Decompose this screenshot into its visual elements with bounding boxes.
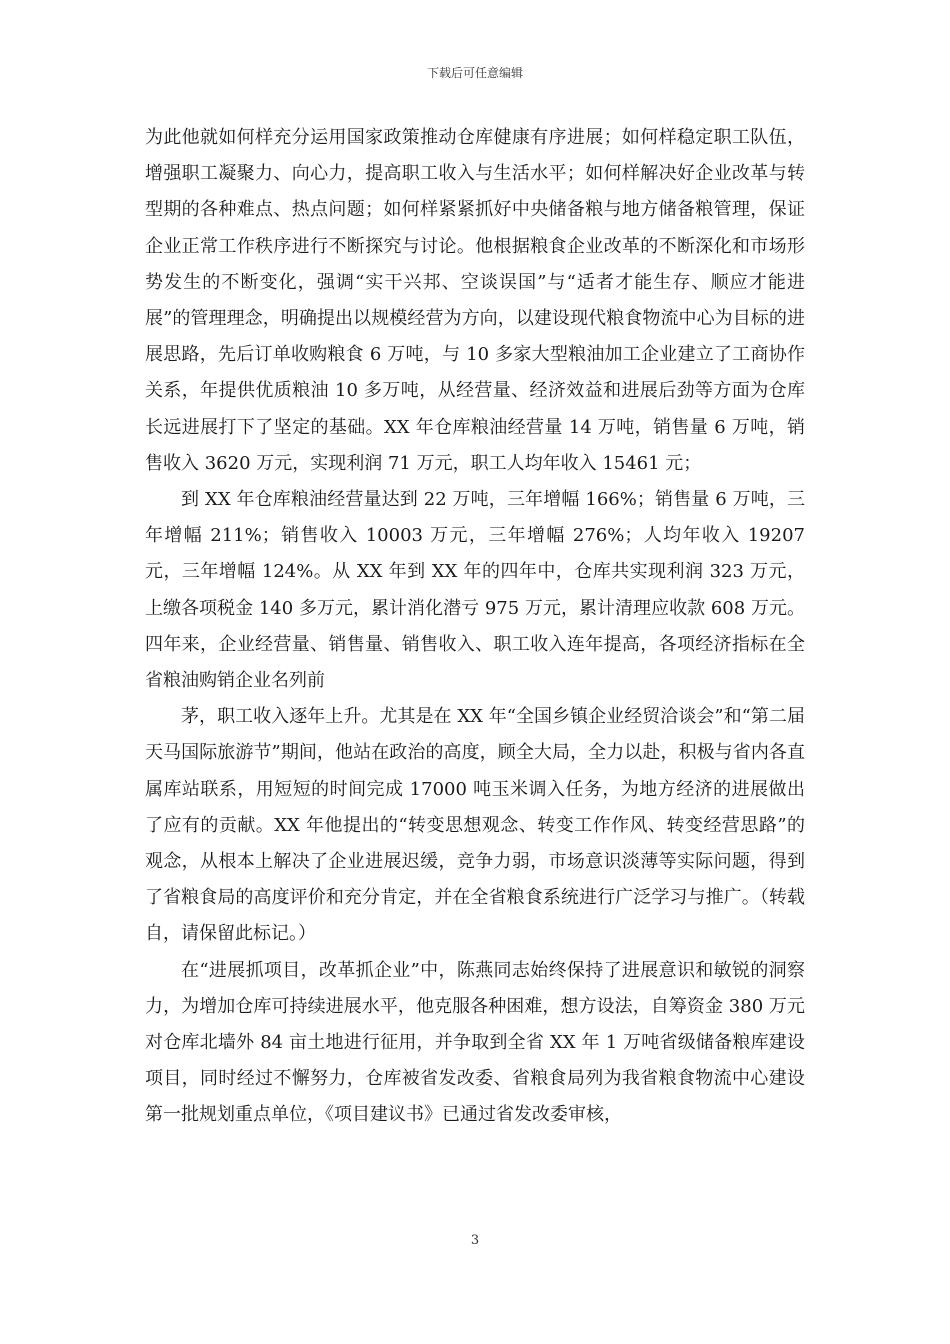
document-body (145, 120, 805, 1134)
page-header: 下载后可任意编辑 (426, 66, 523, 80)
paragraph-4: 在“进展抓项目，改革抓企业”中，陈燕同志始终保持了进展意识和敏锐的洞察力，为增加仓库可持续进展水平，他克服各种困难，想方设法，自筹资金 380 万元对仓库北墙外 84 亩土地进行征用，并争取到全省 XX 年 1 万吨省级储备粮库建设项目，同时经过不懈努力，仓库被省发改委、省粮食局列为我省粮食物流中心建设第一批规划重点单位，《项目建议书》已通过省发改委审核， (145, 959, 805, 1126)
paragraph-2: 到 XX 年仓库粮油经营量达到 22 万吨，三年增幅 166%；销售量 6 万吨，三年增幅 211%；销售收入 10003 万元，三年增幅 276%；人均年收入 19207 元，三年增幅 124%。从 XX 年到 XX 年的四年中，仓库共实现利润 323 万元，上缴各项税金 140 多万元，累计消化潜亏 975 万元，累计清理应收款 608 万元。四年来，企业经营量、销售量、销售收入、职工收入连年提高，各项经济指标在全省粮油购销企业名列前 (145, 489, 805, 692)
paragraph-3: 茅，职工收入逐年上升。尤其是在 XX 年“全国乡镇企业经贸洽谈会”和“第二届天马国际旅游节”期间，他站在政治的高度，顾全大局，全力以赴，积极与省内各直属库站联系，用短短的时间完成 17000 吨玉米调入任务，为地方经济的进展做出了应有的贡献。XX 年他提出的“转变思想观念、转变工作作风、转变经营思路”的观念，从根本上解决了企业进展迟缓，竞争力弱，市场意识淡薄等实际问题，得到了省粮食局的高度评价和充分肯定，并在全省粮食系统进行广泛学习与推广。（转载自，请保留此标记。） (145, 706, 805, 945)
paragraph-1: 为此他就如何样充分运用国家政策推动仓库健康有序进展；如何样稳定职工队伍，增强职工凝聚力、向心力，提高职工收入与生活水平；如何样解决好企业改革与转型期的各种难点、热点问题；如何样紧紧抓好中央储备粮与地方储备粮管理，保证企业正常工作秩序进行不断探究与讨论。他根据粮食企业改革的不断深化和市场形势发生的不断变化，强调“实干兴邦、空谈误国”与“适者才能生存、顺应才能进展”的管理理念，明确提出以规模经营为方向，以建设现代粮食物流中心为目标的进展思路，先后订单收购粮食 6 万吨，与 10 多家大型粮油加工企业建立了工商协作关系，年提供优质粮油 10 多万吨，从经营量、经济效益和进展后劲等方面为仓库长远进展打下了坚定的基础。XX 年仓库粮油经营量 14 万吨，销售量 6 万吨，销售收入 3620 万元，实现利润 71 万元，职工人均年收入 15461 元； (145, 127, 805, 474)
page-number: 3 (470, 1233, 480, 1248)
